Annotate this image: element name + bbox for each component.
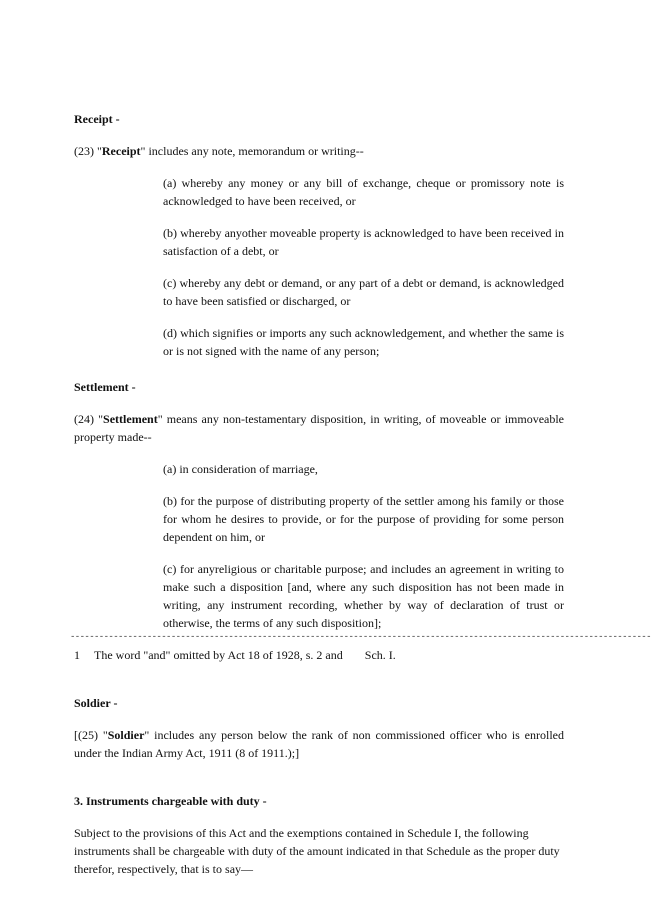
receipt-term: Receipt [101, 144, 141, 158]
soldier-term: Soldier [107, 728, 145, 742]
receipt-clause-d: (d) which signifies or imports any such acknowledgement, and whether the same is or is not signed with the name of any person; [163, 326, 564, 358]
receipt-heading: Receipt - [74, 112, 120, 126]
soldier-heading: Soldier - [74, 696, 118, 710]
section-3-heading: 3. Instruments chargeable with duty - [74, 794, 267, 808]
footnote-separator: ------------------------------------------------------------------------------------------------------------------------- [70, 632, 651, 642]
settlement-term: Settlement [103, 412, 158, 426]
settlement-clause-a: (a) in consideration of marriage, [163, 462, 318, 476]
section-3-body: Subject to the provisions of this Act and the exemptions contained in Schedule I, the following instruments shall be chargeable with duty of the amount indicated in that Schedule as the proper duty therefor, respectively, that is to say— [74, 826, 560, 876]
receipt-definition: (23) "Receipt" includes any note, memorandum or writing-- [74, 144, 364, 158]
document-page [70, 110, 651, 878]
settlement-definition: (24) "Settlement" means any non-testamentary disposition, in writing, of moveable or immoveable property made-- [74, 412, 565, 444]
settlement-clause-c: (c) for anyreligious or charitable purpose; and includes an agreement in writing to make such a disposition [and, where any such disposition has not been made in writing, any instrument recording, whether by way of declaration of trust or otherwise, the terms of any such disposition]; [163, 562, 564, 630]
receipt-clause-c: (c) whereby any debt or demand, or any part of a debt or demand, is acknowledged to have been satisfied or discharged, or [163, 276, 564, 308]
receipt-clause-a: (a) whereby any money or any bill of exchange, cheque or promissory note is acknowledged to have been received, or [163, 176, 564, 208]
footnote-schedule: Sch. I. [364, 648, 396, 662]
footnote-text: The word "and" omitted by Act 18 of 1928, s. 2 and [94, 648, 343, 662]
footnote [74, 646, 564, 664]
footnote-number: 1 [74, 648, 80, 662]
receipt-clause-b: (b) whereby anyother moveable property is acknowledged to have been received in satisfaction of a debt, or [163, 226, 564, 258]
settlement-clause-b: (b) for the purpose of distributing property of the settler among his family or those for whom he desires to provide, or for the purpose of providing for some person dependent on him, or [163, 494, 564, 544]
soldier-definition: [(25) "Soldier" includes any person below the rank of non commissioned officer who is enrolled under the Indian Army Act, 1911 (8 of 1911.);] [74, 728, 564, 760]
settlement-heading: Settlement - [74, 380, 136, 394]
